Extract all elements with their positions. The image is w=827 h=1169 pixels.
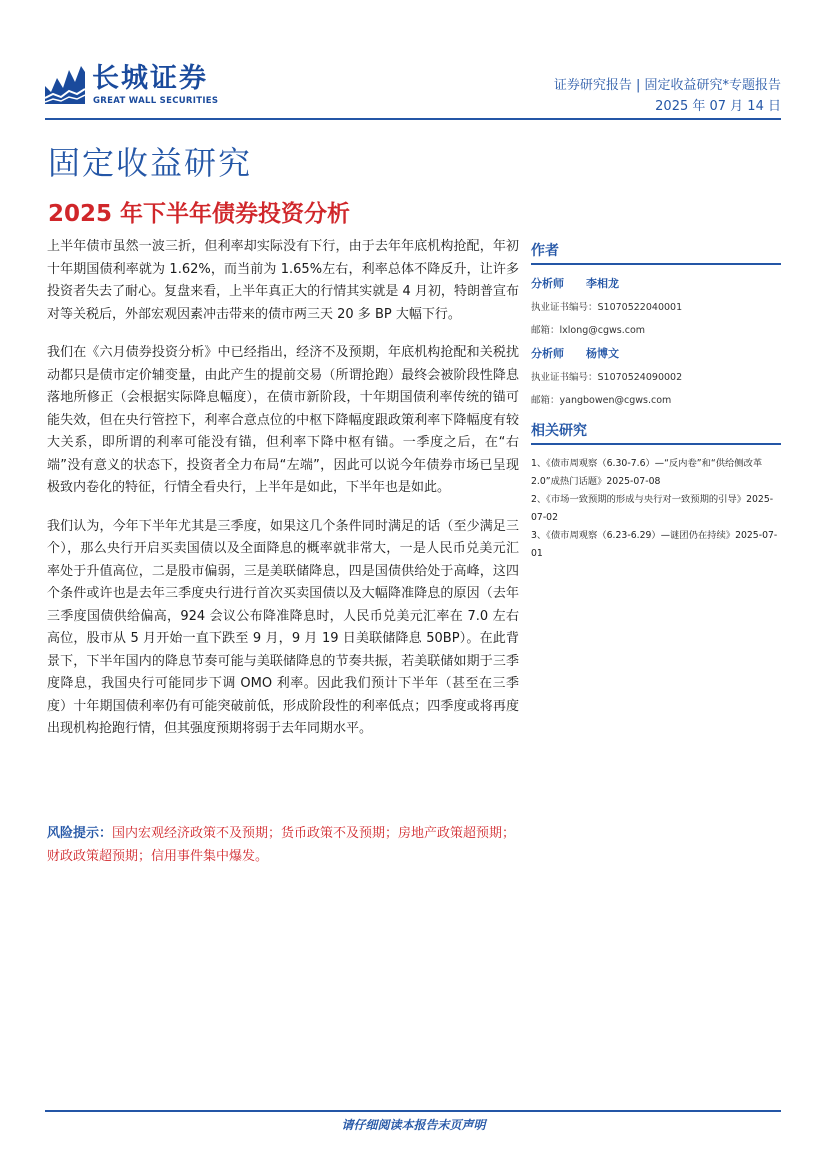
analyst-role: 分析师 <box>531 347 564 360</box>
author-card <box>531 345 781 406</box>
body-paragraph: 我们在《六月债券投资分析》中已经指出，经济不及预期，年底机构抢配和关税扰动都只是债市定价辅变量，由此产生的提前交易（所谓抢跑）最终会被阶段性降息落地所修正（会根据实际降息幅度），在债市新阶段，十年期国债利率传统的锚可能失效，但在央行管控下，利率合意点位的中枢下降幅度跟政策利率下降幅度有较大关系，即所谓的利率可能没有锚，但利率下降中枢有锚。一季度之后，在“右端”没有意义的状态下，投资者全力布局“左端”，因此可以说今年债券市场已呈现极致内卷化的特征，行情全看央行，上半年是如此，下半年也是如此。 <box>47 345 519 495</box>
report-date: 2025 年 07 月 14 日 <box>655 99 781 114</box>
analyst-role: 分析师 <box>531 277 564 290</box>
email-line <box>531 392 781 406</box>
sidebar <box>531 240 781 563</box>
author-card <box>531 275 781 336</box>
authors-heading: 作者 <box>531 240 781 265</box>
footer-disclaimer: 请仔细阅读本报告末页声明 <box>341 1118 486 1132</box>
risk-text: 国内宏观经济政策不及预期；货币政策不及预期；房地产政策超预期；财政政策超预期；信用事件集中爆发。 <box>47 826 516 864</box>
license-number: S1070522040001 <box>597 302 683 313</box>
analyst-row <box>531 345 781 361</box>
license-line <box>531 369 781 383</box>
license-line <box>531 299 781 313</box>
related-research-item[interactable]: 2、《市场一致预期的形成与央行对一致预期的引导》2025-07-02 <box>531 494 774 523</box>
license-number: S1070524090002 <box>597 372 683 383</box>
risk-label: 风险提示： <box>47 826 113 841</box>
section-title: 固定收益研究 <box>48 144 253 182</box>
analyst-name: 李相龙 <box>586 277 619 290</box>
email-address[interactable]: yangbowen@cgws.com <box>559 395 672 406</box>
email-address[interactable]: lxlong@cgws.com <box>559 325 646 336</box>
header-divider <box>45 118 781 120</box>
analyst-name: 杨博文 <box>586 347 619 360</box>
main-body <box>47 236 519 757</box>
footer-divider <box>45 1110 781 1112</box>
related-research-item[interactable]: 1、《债市周观察（6.30-7.6）—“反内卷”和“供给侧改革 2.0”成热门话题》2025-07-08 <box>531 458 763 487</box>
body-paragraph: 我们认为，今年下半年尤其是三季度，如果这几个条件同时满足的话（至少满足三个），那么央行开启买卖国债以及全面降息的概率就非常大，一是人民币兑美元汇率处于升值高位，二是股市偏弱，三是美联储降息，四是国债供给处于高峰，这四个条件或许也是去年三季度央行进行首次买卖国债以及大幅降准降息的原因（去年三季度国债供给偏高，924 会议公布降准降息时，人民币兑美元汇率在 7.0 左右高位，股市从 5 月开始一直下跌至 9 月，9 月 19 日美联储降息 50BP）。在此背景下，下半年国内的降息节奏可能与美联储降息的节奏共振，若美联储如期于三季度降息，我国央行可能同步下调 OMO 利率。因此我们预计下半年（甚至在三季度）十年期国债利率仍有可能突破前低，形成阶段性的利率低点；四季度或将再度出现机构抢跑行情，但其强度预期将弱于去年同期水平。 <box>47 518 519 736</box>
related-research-item[interactable]: 3、《债市周观察（6.23-6.29）—谜团仍在持续》2025-07-01 <box>531 530 778 559</box>
related-research-heading: 相关研究 <box>531 420 781 445</box>
great-wall-logo-icon <box>45 64 85 104</box>
report-title: 2025 年下半年债券投资分析 <box>48 201 351 227</box>
email-label: 邮箱： <box>531 395 560 406</box>
logo-english-name: GREAT WALL SECURITIES <box>93 96 219 106</box>
analyst-row <box>531 275 781 291</box>
report-category: 证券研究报告 | 固定收益研究*专题报告 <box>553 78 781 93</box>
risk-warning <box>47 822 519 868</box>
email-label: 邮箱： <box>531 325 560 336</box>
body-paragraph: 上半年债市虽然一波三折，但利率却实际没有下行，由于去年年底机构抢配，年初十年期国债利率就为 1.62%，而当前为 1.65%左右，利率总体不降反升，让许多投资者失去了耐心。复盘来看，上半年真正大的行情其实就是 4 月初，特朗普宣布对等关税后，外部宏观因素冲击带来的债市两三天 20 多 BP 大幅下行。 <box>47 239 519 322</box>
license-label: 执业证书编号： <box>531 302 598 313</box>
logo-chinese-name: 长城证券 <box>92 63 208 94</box>
email-line <box>531 322 781 336</box>
license-label: 执业证书编号： <box>531 372 598 383</box>
